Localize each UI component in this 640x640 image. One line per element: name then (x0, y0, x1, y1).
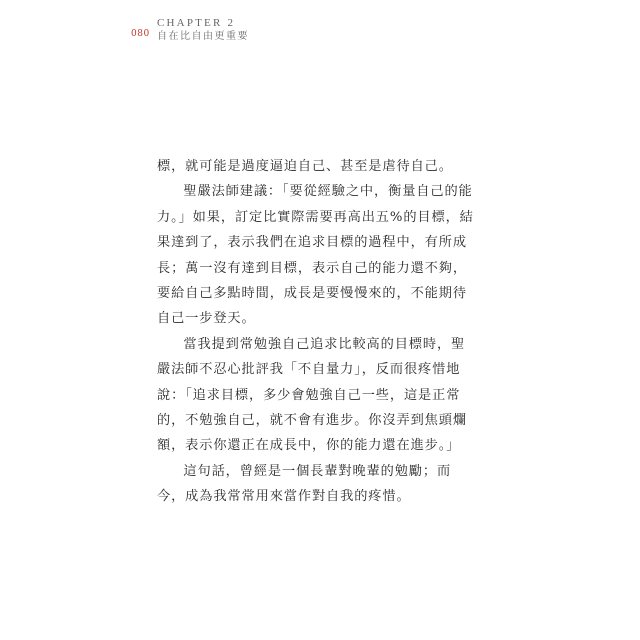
paragraph-1: 標，就可能是過度逼迫自己、甚至是虐待自己。 (157, 159, 453, 174)
paragraph-4: 這句話，曾經是一個長輩對晚輩的勉勵；而今，成為我常常用來當作對自我的疼惜。 (157, 463, 452, 505)
chapter-label: CHAPTER 2 (157, 17, 236, 29)
body-text (157, 154, 477, 510)
chapter-title: 自在比自由更重要 (157, 31, 249, 42)
running-header (157, 17, 249, 44)
paragraph-3: 當我提到常勉強自己追求比較高的目標時，聖嚴法師不忍心批評我「不自量力」，反而很疼惜地說：「追求目標，多少會勉強自己一些，這是正常的，不勉強自己，就不會有進步。你沒弄到焦頭爛額，表示你還正在成長中，你的能力還在進步。」 (157, 336, 467, 454)
page-number: 080 (131, 29, 150, 39)
paragraph-2: 聖嚴法師建議：「要從經驗之中，衡量自己的能力。」如果，訂定比實際需要再高出五%的目標，結果達到了，表示我們在追求目標的過程中，有所成長；萬一沒有達到目標，表示自己的能力還不夠，要給自己多點時間，成長是要慢慢來的，不能期待自己一步登天。 (157, 184, 474, 327)
